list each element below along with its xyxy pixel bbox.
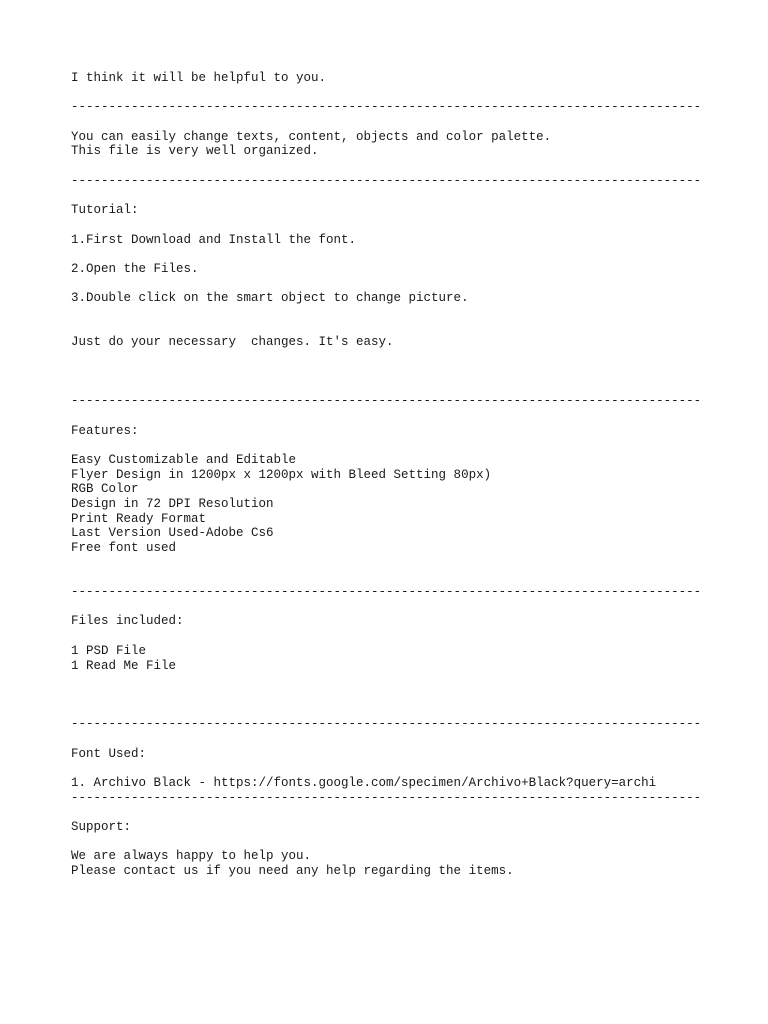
divider: ------------------------------------------------------------------------------------ — [71, 173, 702, 188]
files-included-heading: Files included: — [71, 614, 184, 629]
features-heading: Features: — [71, 423, 139, 438]
font-used-item: 1. Archivo Black - https://fonts.google.com/specimen/Archivo+Black?query=archi — [71, 776, 657, 790]
support-line: Please contact us if you need any help regarding the items. — [71, 864, 514, 879]
divider: ------------------------------------------------------------------------------------ — [71, 790, 702, 805]
feature-item: Free font used — [71, 541, 177, 555]
feature-item: Design in 72 DPI Resolution — [71, 496, 274, 511]
feature-item: Last Version Used-Adobe Cs6 — [71, 526, 274, 541]
tutorial-step: 1.First Download and Install the font. — [71, 232, 357, 247]
files-included-item: 1 PSD File — [71, 643, 147, 658]
files-included-item: 1 Read Me File — [71, 658, 177, 673]
feature-item: Flyer Design in 1200px x 1200px with Bleed Setting 80px) — [71, 467, 492, 482]
divider: ------------------------------------------------------------------------------------ — [71, 100, 702, 115]
support-line: We are always happy to help you. — [71, 849, 312, 864]
tutorial-closing: Just do your necessary changes. It's easy. — [71, 335, 394, 350]
about-line: You can easily change texts, content, objects and color palette. — [71, 129, 552, 144]
feature-item: Print Ready Format — [71, 511, 207, 526]
support-heading: Support: — [71, 820, 132, 835]
divider: ------------------------------------------------------------------------------------ — [71, 585, 702, 600]
font-used-heading: Font Used: — [71, 746, 147, 761]
divider: ------------------------------------------------------------------------------------ — [71, 394, 702, 409]
tutorial-step: 3.Double click on the smart object to change picture. — [71, 291, 469, 306]
readme-document — [71, 71, 731, 879]
feature-item: Easy Customizable and Editable — [71, 452, 297, 467]
intro-text: I think it will be helpful to you. — [71, 71, 327, 85]
about-line: This file is very well organized. — [71, 144, 319, 159]
divider: ------------------------------------------------------------------------------------ — [71, 717, 702, 732]
feature-item: RGB Color — [71, 482, 139, 497]
tutorial-step: 2.Open the Files. — [71, 261, 199, 276]
tutorial-heading: Tutorial: — [71, 203, 139, 218]
